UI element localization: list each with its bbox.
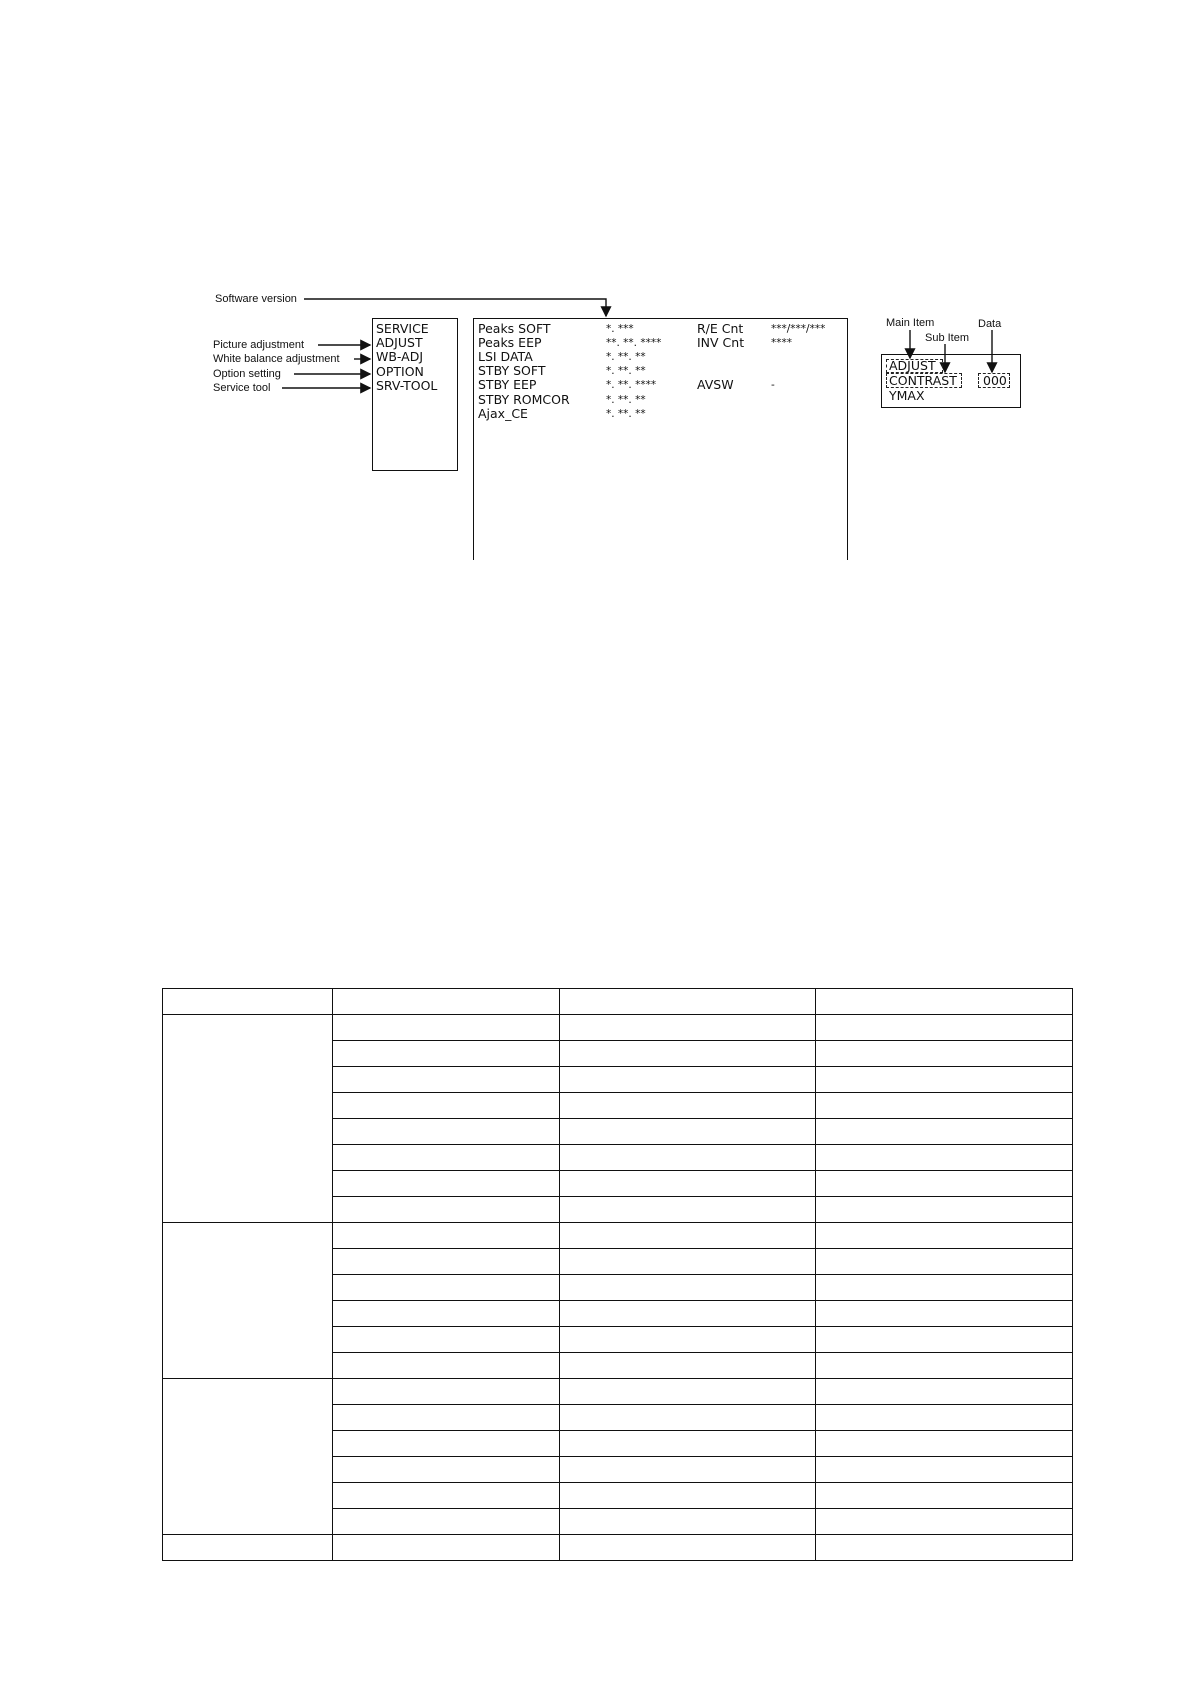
menu-item-srv-tool: SRV-TOOL — [376, 378, 438, 393]
annotation-white-balance-adjustment: White balance adjustment — [213, 353, 340, 365]
annotation-picture-adjustment: Picture adjustment — [213, 339, 305, 351]
service-menu-box — [372, 318, 458, 471]
software-version-label: Software version — [215, 293, 297, 305]
table-row — [163, 1535, 1073, 1561]
data-label: Data — [978, 318, 1002, 330]
info-screen — [473, 318, 848, 560]
info-name: LSI DATA — [478, 349, 533, 364]
table-group-cell — [163, 1379, 333, 1535]
info-value2: ***/***/*** — [771, 323, 826, 335]
info-value: *. **. **** — [606, 379, 657, 391]
info-value: *. **. ** — [606, 365, 646, 377]
sub-screen-ymax: YMAX — [889, 388, 925, 403]
annotation-service-tool: Service tool — [213, 382, 271, 394]
table-row — [163, 1223, 1073, 1249]
sub-screen-main-item: ADJUST — [889, 358, 936, 373]
main-item-label: Main Item — [886, 317, 935, 329]
info-name: STBY EEP — [478, 377, 537, 392]
adjustment-table — [162, 988, 1073, 1561]
info-value: *. *** — [606, 323, 634, 335]
info-value: *. **. ** — [606, 351, 646, 363]
menu-item-adjust: ADJUST — [376, 335, 423, 350]
menu-item-wb-adj: WB-ADJ — [376, 349, 424, 364]
info-value2: - — [771, 379, 775, 391]
menu-item-option: OPTION — [376, 364, 424, 379]
info-name: STBY SOFT — [478, 363, 546, 378]
info-name: STBY ROMCOR — [478, 392, 570, 407]
table-row — [163, 1379, 1073, 1405]
info-value2: **** — [771, 337, 792, 349]
info-value: **. **. **** — [606, 337, 662, 349]
info-name: Peaks SOFT — [478, 321, 551, 336]
table-header-row — [163, 989, 1073, 1015]
table-group-cell — [163, 1223, 333, 1379]
info-name2: R/E Cnt — [697, 321, 744, 336]
menu-item-service: SERVICE — [376, 321, 429, 336]
info-value: *. **. ** — [606, 394, 646, 406]
annotation-option-setting: Option setting — [213, 368, 281, 380]
sub-screen-sub-item: CONTRAST — [889, 373, 957, 388]
info-name2: INV Cnt — [697, 335, 745, 350]
info-name2: AVSW — [697, 377, 734, 392]
sub-item-label: Sub Item — [925, 332, 970, 344]
sub-screen-data-value: 000 — [983, 373, 1007, 388]
info-name: Ajax_CE — [478, 406, 528, 421]
table-group-cell — [163, 1015, 333, 1223]
sub-screen-box — [881, 354, 1021, 408]
table-row — [163, 1015, 1073, 1041]
info-value: *. **. ** — [606, 408, 646, 420]
info-name: Peaks EEP — [478, 335, 542, 350]
